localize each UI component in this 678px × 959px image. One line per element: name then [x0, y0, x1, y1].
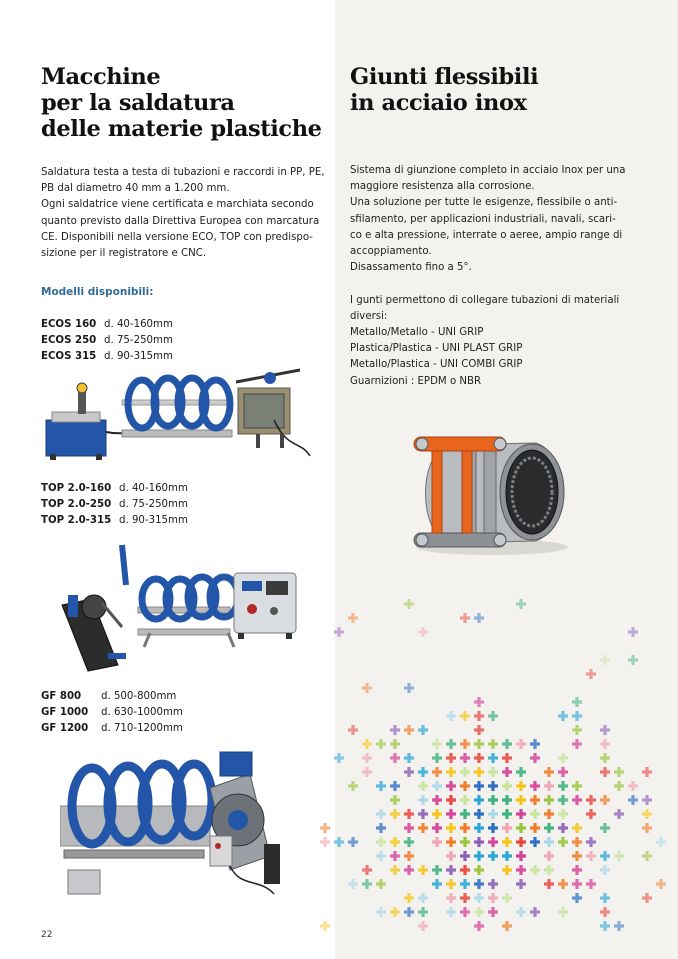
plus-mark [404, 893, 414, 903]
plus-mark [516, 781, 526, 791]
plus-mark [516, 599, 526, 609]
plus-mark [404, 907, 414, 917]
model-range: d. 90-315mm [104, 351, 173, 362]
plus-mark [460, 711, 470, 721]
body-line: maggiore resistenza alla corrosione. [350, 181, 535, 193]
plus-mark [460, 879, 470, 889]
plus-mark [334, 627, 344, 637]
plus-mark [558, 823, 568, 833]
right-title-line: in acciaio inox [350, 90, 527, 116]
plus-mark [572, 893, 582, 903]
plus-mark [348, 837, 358, 847]
plus-mark [404, 837, 414, 847]
model-row [41, 333, 173, 349]
plus-mark [446, 781, 456, 791]
plus-mark [558, 767, 568, 777]
plus-mark [404, 753, 414, 763]
plus-mark [516, 809, 526, 819]
plus-mark [376, 907, 386, 917]
plus-mark [502, 739, 512, 749]
plus-mark [390, 725, 400, 735]
plus-mark [432, 837, 442, 847]
plus-mark [446, 893, 456, 903]
plus-mark [418, 795, 428, 805]
model-name: GF 800 [41, 691, 82, 702]
plus-mark [516, 879, 526, 889]
intro-line: sizione per il registratore e CNC. [41, 248, 207, 260]
plus-mark [530, 809, 540, 819]
plus-mark [418, 921, 428, 931]
plus-mark [390, 795, 400, 805]
plus-mark [502, 837, 512, 847]
plus-mark [460, 613, 470, 623]
plus-mark [446, 753, 456, 763]
model-range: d. 75-250mm [119, 499, 188, 510]
plus-mark [656, 879, 666, 889]
plus-mark [656, 837, 666, 847]
plus-mark [502, 753, 512, 763]
plus-mark [544, 879, 554, 889]
model-range: d. 75-250mm [104, 335, 173, 346]
plus-mark [460, 767, 470, 777]
model-row [41, 497, 188, 513]
plus-mark [544, 837, 554, 847]
plus-mark [516, 865, 526, 875]
plus-mark [642, 767, 652, 777]
plus-mark [362, 753, 372, 763]
plus-mark [446, 837, 456, 847]
intro-line: CE. Disponibili nella versione ECO, TOP con predispo- [41, 231, 313, 243]
plus-mark [418, 781, 428, 791]
plus-mark [488, 879, 498, 889]
plus-mark [488, 795, 498, 805]
plus-mark [390, 739, 400, 749]
model-row [41, 705, 183, 721]
plus-mark [432, 739, 442, 749]
plus-mark [558, 795, 568, 805]
plus-mark [516, 795, 526, 805]
plus-mark [558, 879, 568, 889]
plus-mark [502, 893, 512, 903]
plus-mark [432, 809, 442, 819]
body-line: Disassamento fino a 5°. [350, 262, 472, 274]
plus-mark [544, 823, 554, 833]
plus-mark [586, 851, 596, 861]
plus-mark [488, 739, 498, 749]
plus-mark [404, 865, 414, 875]
plus-mark [586, 795, 596, 805]
plus-mark [460, 795, 470, 805]
plus-mark [530, 865, 540, 875]
plus-mark [530, 795, 540, 805]
plus-mark [376, 837, 386, 847]
plus-mark [446, 795, 456, 805]
plus-mark [474, 823, 484, 833]
plus-mark [516, 837, 526, 847]
plus-mark [530, 781, 540, 791]
plus-mark [586, 809, 596, 819]
model-name: ECOS 160 [41, 319, 97, 330]
plus-mark [488, 753, 498, 763]
plus-mark [320, 823, 330, 833]
plus-mark [572, 781, 582, 791]
plus-mark [544, 795, 554, 805]
plus-mark [502, 795, 512, 805]
plus-mark [600, 907, 610, 917]
plus-mark [376, 851, 386, 861]
plus-mark [390, 809, 400, 819]
plus-mark [460, 837, 470, 847]
plus-mark [530, 823, 540, 833]
body-line: diversi: [350, 310, 388, 322]
plus-mark [460, 809, 470, 819]
plus-mark [334, 837, 344, 847]
plus-mark [558, 781, 568, 791]
ecos-machines-photo [38, 360, 320, 470]
body-line: Guarnizioni : EPDM o NBR [350, 375, 482, 387]
plus-mark [460, 865, 470, 875]
plus-mark [502, 921, 512, 931]
plus-mark [628, 795, 638, 805]
plus-mark [376, 809, 386, 819]
plus-mark [600, 893, 610, 903]
plus-mark [418, 865, 428, 875]
plus-mark [446, 823, 456, 833]
plus-mark [460, 753, 470, 763]
plus-mark [390, 753, 400, 763]
plus-mark [418, 627, 428, 637]
plus-mark [418, 725, 428, 735]
plus-mark [530, 907, 540, 917]
plus-mark [502, 781, 512, 791]
plus-mark [600, 795, 610, 805]
plus-mark [446, 711, 456, 721]
plus-mark [488, 809, 498, 819]
model-name: GF 1000 [41, 707, 89, 718]
plus-mark [642, 795, 652, 805]
intro-line: Saldatura testa a testa di tubazioni e raccordi in PP, PE, [41, 167, 325, 178]
plus-mark [432, 781, 442, 791]
plus-mark [488, 781, 498, 791]
plus-mark [320, 921, 330, 931]
plus-mark [642, 809, 652, 819]
body-line: I gunti permettono di collegare tubazioni di materiali [350, 294, 620, 306]
model-row [41, 317, 173, 333]
top-machines-photo [52, 535, 312, 680]
plus-mark [572, 739, 582, 749]
model-name: GF 1200 [41, 723, 89, 734]
plus-mark [460, 739, 470, 749]
plus-mark [348, 781, 358, 791]
plus-mark [642, 851, 652, 861]
plus-mark [572, 837, 582, 847]
model-row [41, 689, 183, 705]
model-range: d. 500-800mm [101, 691, 177, 702]
right-body-paragraph [350, 163, 626, 390]
plus-mark [558, 753, 568, 763]
model-row [41, 721, 183, 737]
plus-mark [558, 837, 568, 847]
intro-line: quanto previsto dalla Direttiva Europea con marcatura [41, 215, 320, 227]
plus-mark [572, 725, 582, 735]
plus-mark [390, 865, 400, 875]
plus-mark [488, 893, 498, 903]
plus-mark [446, 865, 456, 875]
plus-mark [376, 739, 386, 749]
plus-mark [460, 781, 470, 791]
intro-line: Ogni saldatrice viene certificata e marchiata secondo [41, 199, 314, 211]
plus-mark [558, 809, 568, 819]
plus-mark [376, 823, 386, 833]
plus-mark [446, 907, 456, 917]
plus-mark [628, 627, 638, 637]
plus-mark [404, 683, 414, 693]
plus-mark [544, 809, 554, 819]
plus-mark [614, 781, 624, 791]
plus-mark [544, 781, 554, 791]
left-intro-paragraph [41, 165, 325, 262]
body-line: Metallo/Metallo - UNI GRIP [350, 327, 484, 339]
body-line: Plastica/Plastica - UNI PLAST GRIP [350, 343, 523, 355]
model-name: ECOS 250 [41, 335, 97, 346]
body-line: Metallo/Plastica - UNI COMBI GRIP [350, 359, 523, 371]
plus-mark [600, 921, 610, 931]
plus-mark [376, 781, 386, 791]
plus-mark [334, 753, 344, 763]
plus-mark [418, 809, 428, 819]
plus-mark [502, 865, 512, 875]
plus-mark [544, 767, 554, 777]
plus-mark [320, 837, 330, 847]
plus-mark [530, 837, 540, 847]
plus-mark [474, 795, 484, 805]
right-title [350, 64, 538, 116]
plus-mark [474, 809, 484, 819]
model-row [41, 513, 188, 529]
plus-mark [418, 767, 428, 777]
body-line [350, 276, 626, 292]
model-name: TOP 2.0-315 [41, 515, 112, 526]
plus-mark [432, 823, 442, 833]
page-number: 22 [41, 930, 53, 940]
plus-mark [488, 907, 498, 917]
models-heading: Modelli disponibili: [41, 286, 154, 298]
plus-mark [474, 613, 484, 623]
plus-mark [474, 893, 484, 903]
plus-mark [404, 809, 414, 819]
plus-mark [572, 879, 582, 889]
plus-mark [516, 907, 526, 917]
right-title-line: Giunti flessibili [350, 64, 539, 90]
model-list-top [41, 481, 188, 529]
plus-mark [516, 767, 526, 777]
plus-mark [474, 851, 484, 861]
plus-mark [404, 851, 414, 861]
plus-mark [488, 837, 498, 847]
plus-mark [362, 683, 372, 693]
body-line: sfilamento, per applicazioni industriali, navali, scari- [350, 213, 616, 225]
plus-mark [488, 767, 498, 777]
plus-mark [348, 879, 358, 889]
plus-mark [488, 711, 498, 721]
plus-mark [474, 697, 484, 707]
plus-mark [362, 879, 372, 889]
plus-mark [502, 767, 512, 777]
plus-mark [628, 781, 638, 791]
plus-mark [474, 711, 484, 721]
plus-mark [446, 809, 456, 819]
plus-mark [474, 725, 484, 735]
plus-mark [474, 781, 484, 791]
plus-mark [460, 851, 470, 861]
left-title-line: delle materie plastiche [41, 116, 322, 142]
model-row [41, 481, 188, 497]
plus-mark [474, 753, 484, 763]
plus-mark [390, 781, 400, 791]
coupling-photo [408, 425, 576, 557]
plus-mark [516, 739, 526, 749]
plus-mark [460, 907, 470, 917]
plus-mark [474, 767, 484, 777]
plus-mark [446, 879, 456, 889]
plus-mark [390, 907, 400, 917]
plus-mark [418, 823, 428, 833]
intro-line: PB dal diametro 40 mm a 1.200 mm. [41, 183, 230, 195]
plus-mark [642, 893, 652, 903]
model-name: TOP 2.0-250 [41, 499, 112, 510]
plus-mark [488, 851, 498, 861]
plus-mark [502, 809, 512, 819]
plus-mark [390, 837, 400, 847]
plus-mark [516, 851, 526, 861]
plus-mark [642, 823, 652, 833]
plus-mark [572, 823, 582, 833]
plus-mark [628, 655, 638, 665]
model-range: d. 710-1200mm [101, 723, 183, 734]
plus-mark [544, 851, 554, 861]
plus-mark [572, 711, 582, 721]
plus-mark [488, 823, 498, 833]
plus-mark [586, 669, 596, 679]
left-title [41, 64, 322, 142]
plus-mark [614, 809, 624, 819]
plus-mark [404, 725, 414, 735]
plus-mark [600, 725, 610, 735]
plus-mark [432, 865, 442, 875]
plus-mark [600, 767, 610, 777]
plus-mark [348, 613, 358, 623]
plus-mark [600, 851, 610, 861]
plus-mark [404, 823, 414, 833]
plus-mark [502, 823, 512, 833]
plus-mark [572, 697, 582, 707]
plus-mark [572, 865, 582, 875]
model-range: d. 630-1000mm [101, 707, 183, 718]
plus-mark [614, 851, 624, 861]
plus-mark [362, 767, 372, 777]
plus-mark [474, 879, 484, 889]
plus-mark [600, 753, 610, 763]
plus-mark [460, 823, 470, 833]
model-name: TOP 2.0-160 [41, 483, 112, 494]
plus-mark [600, 739, 610, 749]
plus-mark [432, 879, 442, 889]
plus-mark [474, 837, 484, 847]
plus-mark [572, 795, 582, 805]
plus-mark [502, 851, 512, 861]
plus-mark [362, 739, 372, 749]
body-line: accoppiamento. [350, 246, 432, 258]
plus-mark [376, 879, 386, 889]
plus-mark [446, 851, 456, 861]
plus-mark [404, 767, 414, 777]
left-title-line: per la saldatura [41, 90, 235, 116]
plus-mark [544, 865, 554, 875]
model-list-gf [41, 689, 183, 737]
plus-mark [614, 921, 624, 931]
plus-mark [474, 739, 484, 749]
model-name: ECOS 315 [41, 351, 97, 362]
model-range: d. 90-315mm [119, 515, 188, 526]
body-line: co e alta pressione, interrate o aeree, ampio range di [350, 229, 623, 241]
plus-mark [418, 907, 428, 917]
plus-mark [586, 837, 596, 847]
plus-mark [516, 823, 526, 833]
decorative-plus-pattern [318, 555, 678, 945]
plus-mark [600, 823, 610, 833]
plus-mark [530, 753, 540, 763]
gf-machine-photo [60, 748, 285, 900]
plus-mark [460, 893, 470, 903]
model-range: d. 40-160mm [119, 483, 188, 494]
plus-mark [432, 767, 442, 777]
plus-mark [558, 711, 568, 721]
plus-mark [586, 879, 596, 889]
plus-mark [348, 725, 358, 735]
left-title-line: Macchine [41, 64, 161, 90]
plus-mark [404, 599, 414, 609]
plus-mark [362, 865, 372, 875]
plus-mark [418, 893, 428, 903]
plus-mark [432, 753, 442, 763]
plus-mark [600, 655, 610, 665]
model-range: d. 40-160mm [104, 319, 173, 330]
plus-mark [474, 907, 484, 917]
body-line: Una soluzione per tutte le esigenze, flessibile o anti- [350, 197, 618, 209]
plus-mark [432, 795, 442, 805]
plus-mark [446, 739, 456, 749]
plus-mark [474, 865, 484, 875]
plus-mark [446, 767, 456, 777]
body-line: Sistema di giunzione completo in acciaio Inox per una [350, 165, 626, 176]
plus-mark [474, 921, 484, 931]
plus-mark [530, 739, 540, 749]
plus-mark [558, 907, 568, 917]
plus-mark [390, 851, 400, 861]
plus-mark [600, 865, 610, 875]
model-list-ecos [41, 317, 173, 365]
plus-mark [572, 851, 582, 861]
plus-mark [614, 767, 624, 777]
